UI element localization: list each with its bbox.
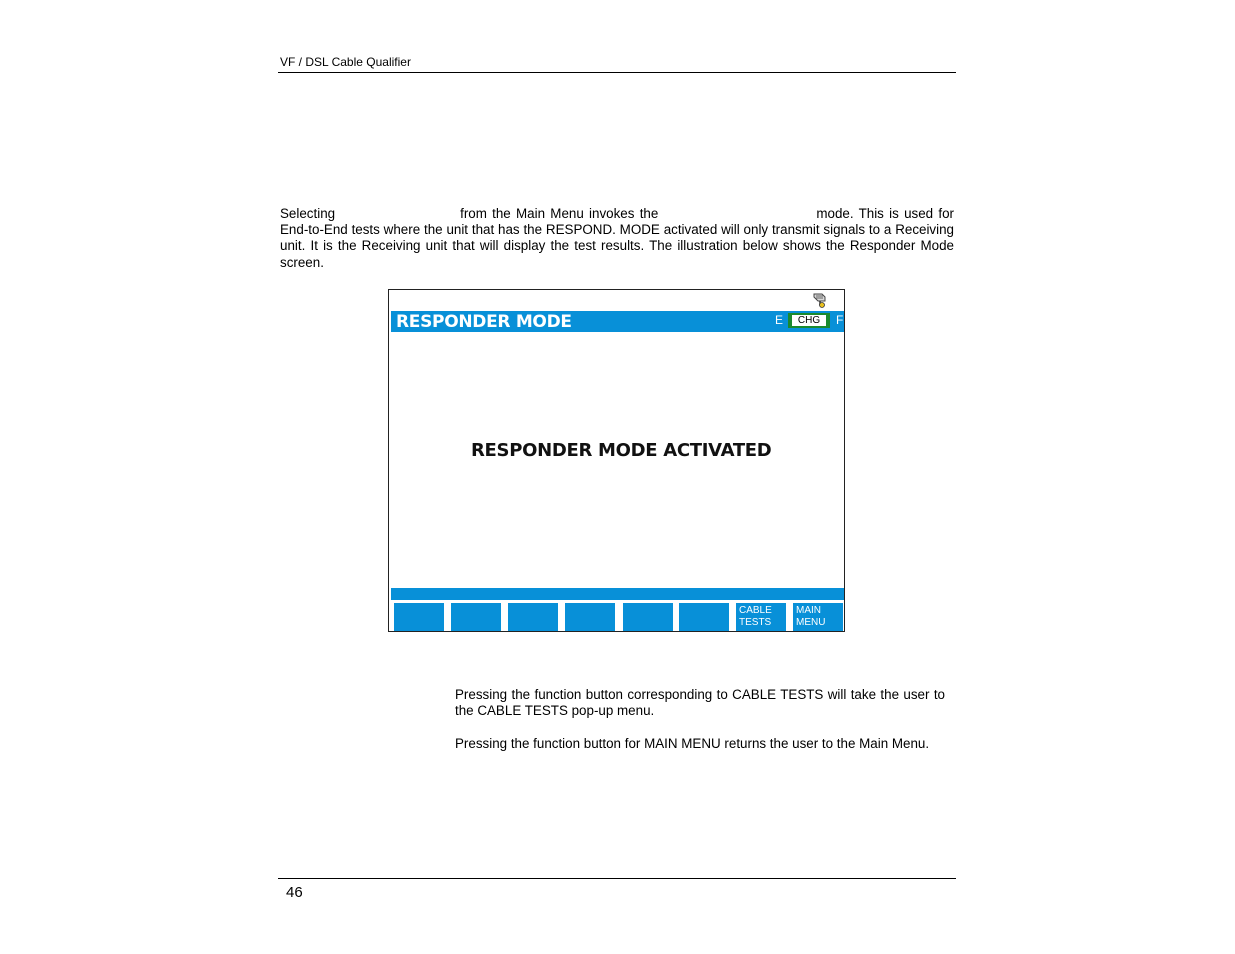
function-key-row [391, 601, 844, 631]
intro-part-3: mode. This is used for End-to-End tests where the unit that has the RESPOND. MODE activated will only transmit signals to a Receiving unit. It is the Receiving unit that will display the test results. The illustration below shows the Responder Mode screen. [280, 206, 954, 270]
mode-activated-message: RESPONDER MODE ACTIVATED [471, 440, 772, 461]
function-key-1[interactable] [394, 603, 444, 631]
battery-empty-label: E [775, 313, 784, 327]
page-header-title: VF / DSL Cable Qualifier [280, 55, 411, 69]
battery-indicator [788, 313, 830, 328]
function-key-5[interactable] [623, 603, 673, 631]
intro-paragraph [280, 206, 954, 271]
intro-part-2: from the Main Menu invokes the [460, 206, 659, 221]
battery-full-label: F [836, 313, 844, 327]
cable-tests-button[interactable] [736, 603, 786, 631]
main-menu-button[interactable] [793, 603, 843, 631]
battery-status: CHG [792, 315, 826, 326]
status-bar [391, 588, 844, 600]
screen-title: RESPONDER MODE [396, 312, 572, 332]
test-probe-icon [812, 292, 828, 309]
device-screen [388, 289, 845, 632]
screen-title-bar [391, 311, 844, 332]
header-divider [278, 72, 956, 73]
main-menu-line2: MENU [796, 617, 826, 628]
footer-divider [278, 878, 956, 879]
intro-part-1: Selecting [280, 206, 336, 221]
main-menu-line1: MAIN [796, 605, 821, 616]
cable-tests-line1: CABLE [739, 605, 772, 616]
function-key-4[interactable] [565, 603, 615, 631]
function-key-3[interactable] [508, 603, 558, 631]
function-key-6[interactable] [679, 603, 729, 631]
page-number: 46 [286, 884, 303, 901]
function-key-2[interactable] [451, 603, 501, 631]
cable-tests-description: Pressing the function button corresponding to CABLE TESTS will take the user to the CABLE TESTS pop-up menu. [455, 687, 945, 719]
cable-tests-line2: TESTS [739, 617, 772, 628]
main-menu-description: Pressing the function button for MAIN MENU returns the user to the Main Menu. [455, 736, 930, 751]
